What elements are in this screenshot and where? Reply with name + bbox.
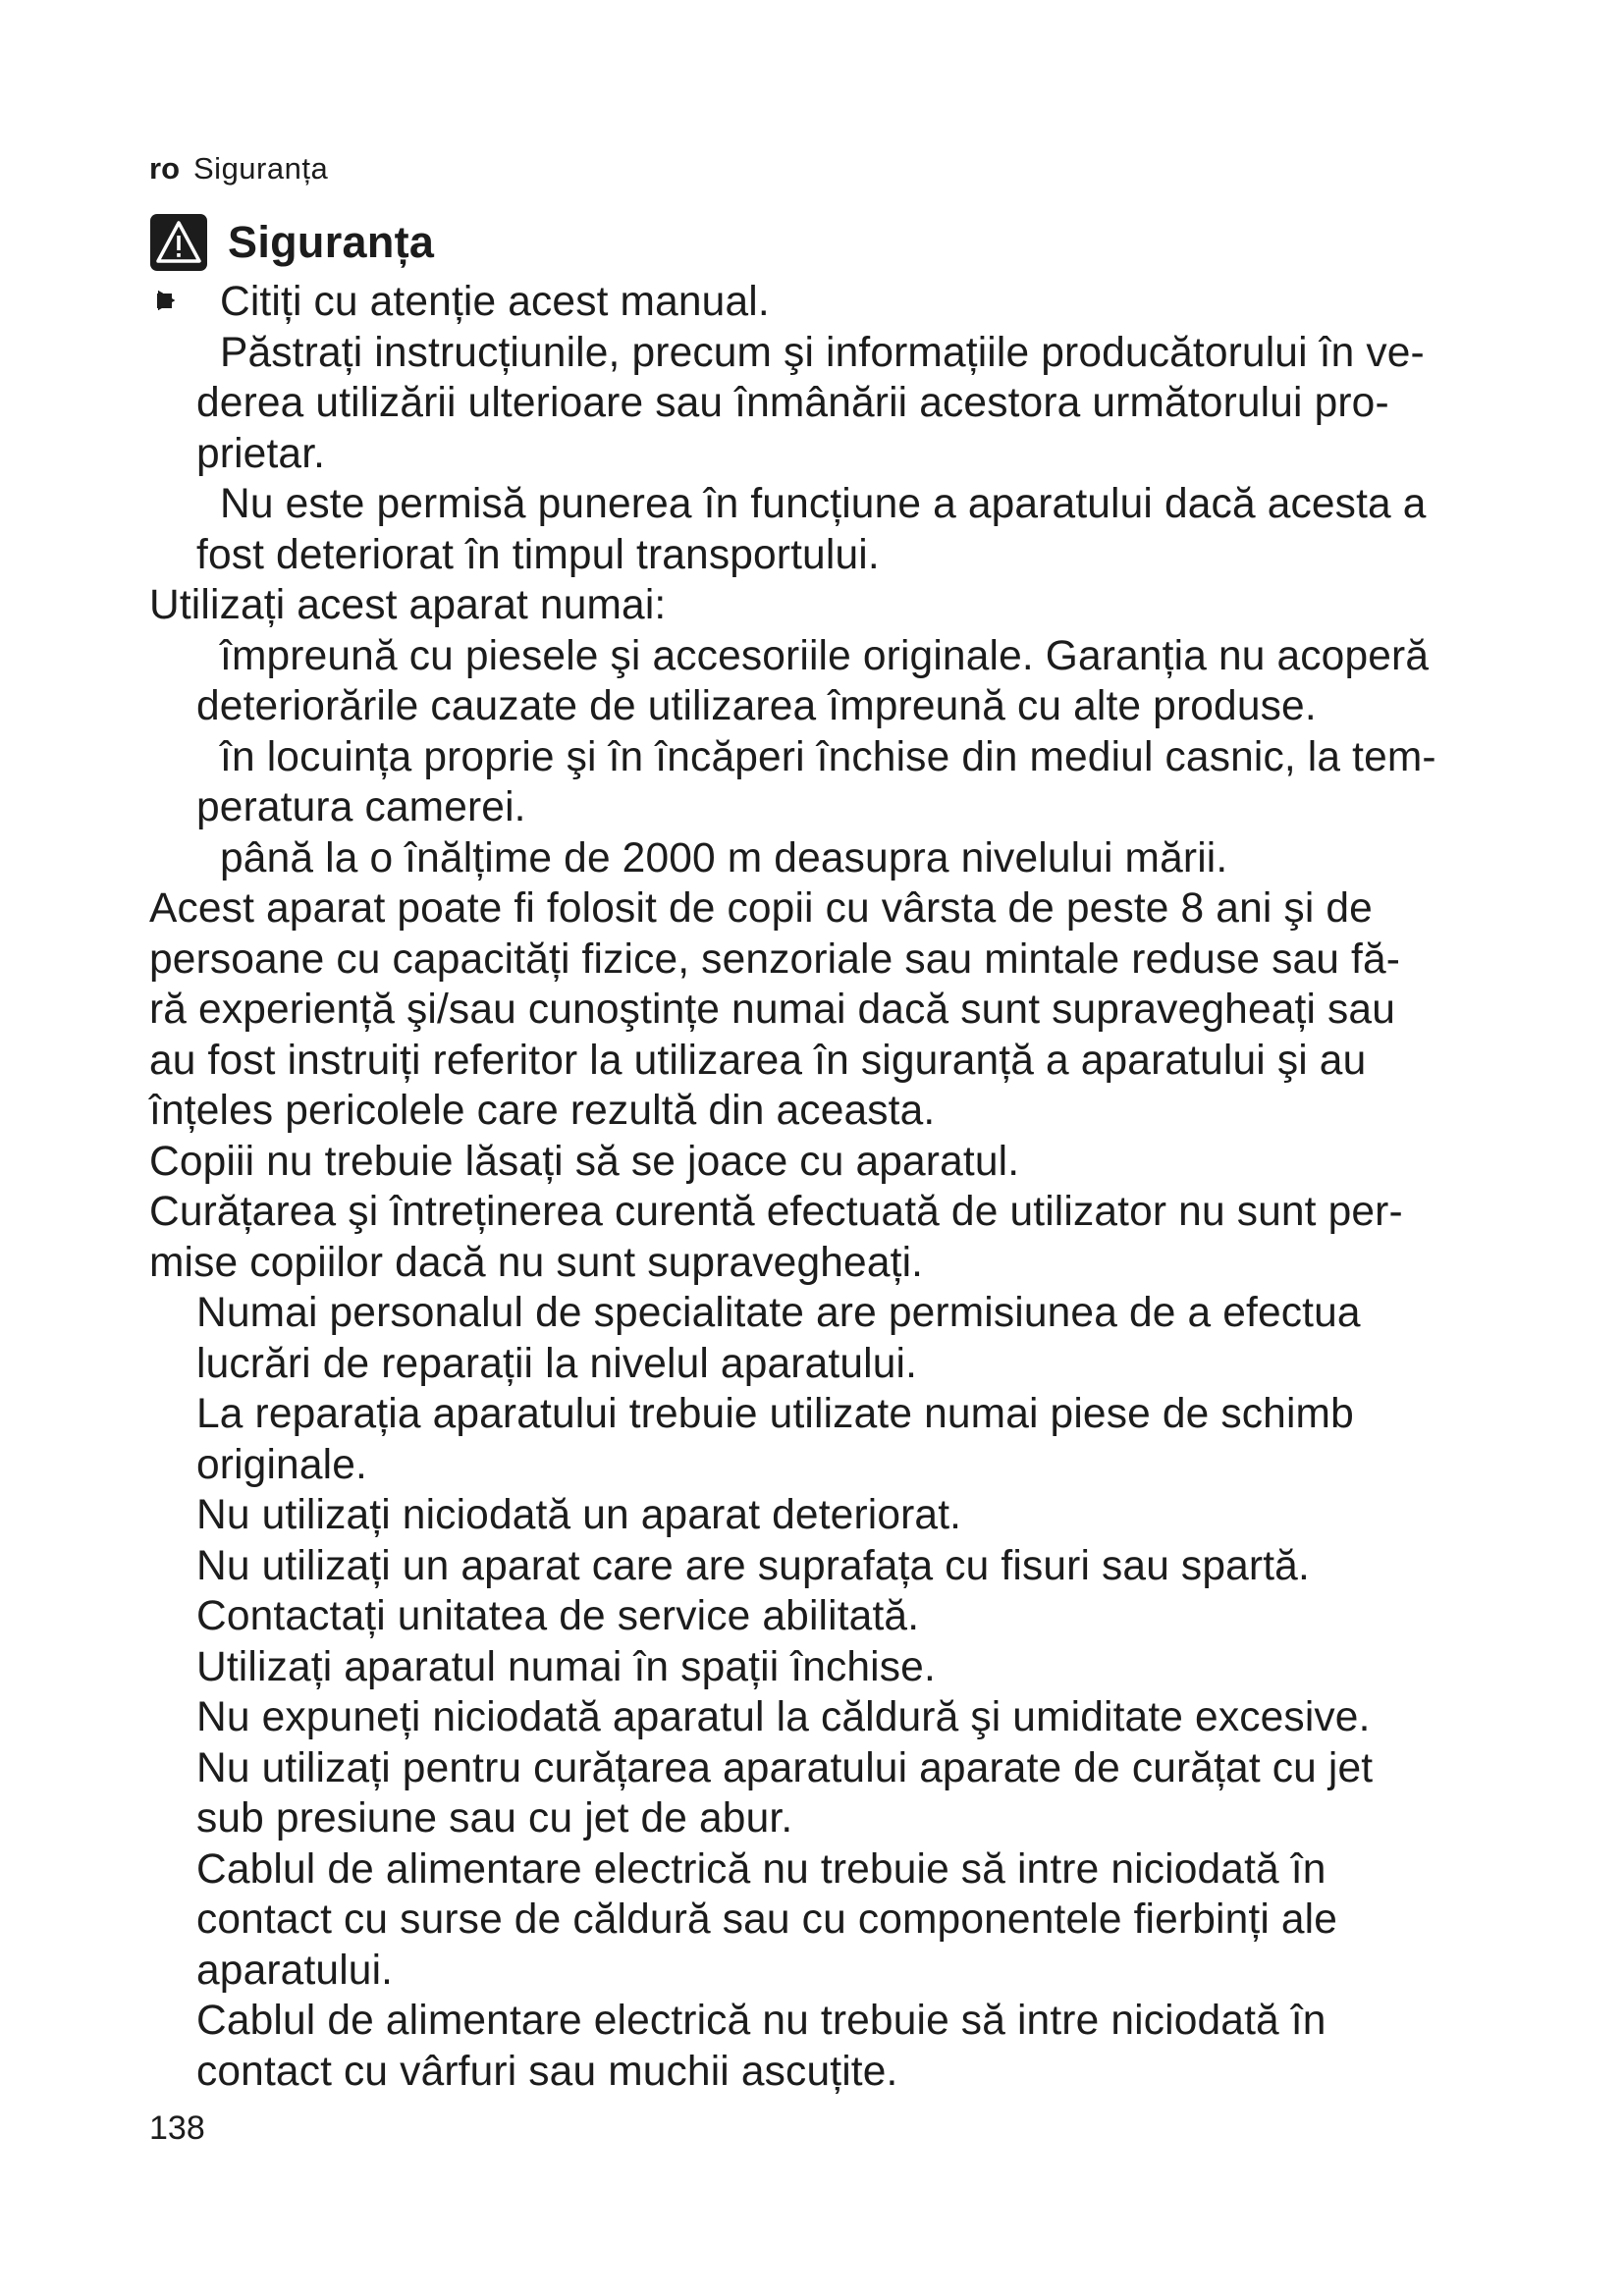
arrow-bullet-icon xyxy=(158,291,175,310)
page-header xyxy=(149,149,328,188)
text-line: mise copiilor dacă nu sunt supravegheați. xyxy=(149,1239,924,1286)
text-line: Nu utilizați niciodată un aparat deteriorat. xyxy=(196,1492,962,1538)
bullet-item xyxy=(149,732,1543,833)
text-line: Nu utilizați un aparat care are suprafața cu fisuri sau spartă. xyxy=(196,1542,1310,1589)
text-line: prietar. xyxy=(196,430,326,477)
page-number: 138 xyxy=(149,2109,205,2147)
instruction-item xyxy=(149,1996,1543,2097)
text-line: contact cu surse de căldură sau cu componentele fierbinți ale xyxy=(196,1896,1338,1943)
safety-content xyxy=(149,277,1543,2097)
warning-triangle-icon xyxy=(149,213,208,272)
instruction-item xyxy=(149,1288,1543,1389)
text-line: au fost instruiți referitor la utilizarea în siguranță a aparatului şi au xyxy=(149,1037,1367,1084)
text-line: împreună cu piesele şi accesoriile originale. Garanția nu acoperă xyxy=(220,632,1430,679)
text-line: Curățarea şi întreținerea curentă efectuată de utilizator nu sunt per- xyxy=(149,1189,1403,1235)
text-line: aparatului. xyxy=(196,1947,394,1994)
bullet-item xyxy=(149,479,1543,580)
section-heading xyxy=(149,210,434,275)
instruction-item xyxy=(149,1844,1543,1997)
text-line: Acest aparat poate fi folosit de copii cu vârsta de peste 8 ani şi de xyxy=(149,885,1373,932)
text-line: peratura camerei. xyxy=(196,784,526,830)
text-line: Utilizați acest aparat numai: xyxy=(149,582,667,628)
text-line: sub presiune sau cu jet de abur. xyxy=(196,1795,793,1842)
text-line: lucrări de reparații la nivelul aparatului. xyxy=(196,1340,918,1387)
text-line: La reparația aparatului trebuie utilizate numai piese de schimb xyxy=(196,1391,1354,1437)
text-line: Cablul de alimentare electrică nu trebuie să intre niciodată în xyxy=(196,1845,1326,1893)
text-line: Nu utilizați pentru curățarea aparatului aparate de curățat cu jet xyxy=(196,1744,1374,1791)
text-line: originale. xyxy=(196,1441,367,1488)
text-line: contact cu vârfuri sau muchii ascuțite. xyxy=(196,2048,898,2095)
instruction-item xyxy=(149,1743,1543,1844)
language-code: ro xyxy=(149,151,180,186)
text-line: deteriorările cauzate de utilizarea împreună cu alte produse. xyxy=(196,683,1317,729)
text-line: Utilizați aparatul numai în spații închise. xyxy=(196,1643,936,1690)
text-line: Nu este permisă punerea în funcțiune a aparatului dacă acesta a xyxy=(220,481,1427,527)
text-line: Citiți cu atenție acest manual. xyxy=(220,279,770,325)
text-line: fost deteriorat în timpul transportului. xyxy=(196,531,880,578)
text-line: în locuința proprie şi în încăperi închise din mediul casnic, la tem- xyxy=(220,733,1436,780)
text-line: Păstrați instrucțiunile, precum şi informațiile producătorului în ve- xyxy=(220,329,1425,376)
bullet-item xyxy=(149,277,1543,328)
paragraph xyxy=(149,1187,1543,1288)
text-line: ră experiență şi/sau cunoştințe numai dacă sunt supravegheați sau xyxy=(149,987,1395,1033)
bullet-item xyxy=(149,631,1543,732)
text-line: persoane cu capacități fizice, senzoriale sau mintale reduse sau fă- xyxy=(149,935,1401,983)
header-section-title: Siguranța xyxy=(193,151,329,186)
paragraph xyxy=(149,1137,1543,1188)
text-line: Nu expuneți niciodată aparatul la căldură şi umiditate excesive. xyxy=(196,1694,1371,1740)
instruction-item xyxy=(149,1692,1543,1743)
bullet-item xyxy=(149,833,1543,884)
instruction-item xyxy=(149,1541,1543,1592)
text-line: derea utilizării ulterioare sau înmânării acestora următorului pro- xyxy=(196,380,1389,426)
text-line: până la o înălțime de 2000 m deasupra nivelului mării. xyxy=(220,834,1228,881)
text-line: Copiii nu trebuie lăsați să se joace cu aparatul. xyxy=(149,1138,1020,1185)
instruction-item xyxy=(149,1389,1543,1490)
text-line: Cablul de alimentare electrică nu trebuie să intre niciodată în xyxy=(196,1998,1326,2044)
text-line: Numai personalul de specialitate are permisiunea de a efectua xyxy=(196,1290,1361,1336)
text-line: Contactați unitatea de service abilitată. xyxy=(196,1593,920,1639)
paragraph xyxy=(149,580,1543,631)
instruction-item xyxy=(149,1642,1543,1693)
text-line: înțeles pericolele care rezultă din aceasta. xyxy=(149,1088,936,1134)
page-title: Siguranța xyxy=(228,217,435,267)
bullet-item xyxy=(149,328,1543,480)
paragraph xyxy=(149,883,1543,1137)
instruction-item xyxy=(149,1591,1543,1642)
instruction-item xyxy=(149,1490,1543,1541)
